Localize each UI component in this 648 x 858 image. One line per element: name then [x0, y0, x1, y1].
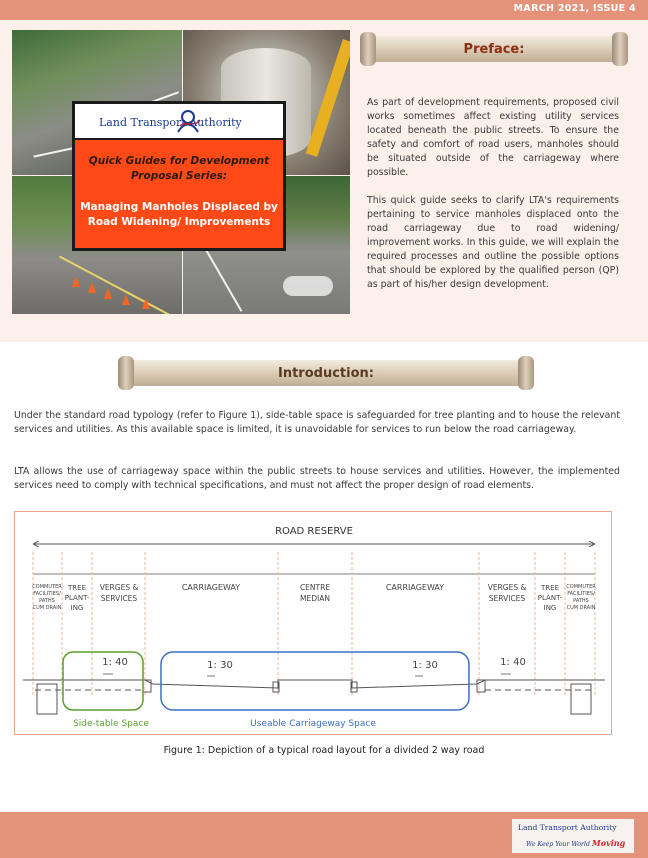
zone-verges-left: VERGES & SERVICES	[99, 583, 139, 603]
introduction-title: Introduction:	[278, 365, 374, 381]
zone-carriageway-left: CARRIAGEWAY	[181, 583, 241, 592]
slope-arrows	[103, 674, 511, 676]
road-layout-figure	[14, 511, 612, 735]
zone-verges-right: VERGES & SERVICES	[487, 583, 527, 603]
introduction-paragraph-1: Under the standard road typology (refer to Figure 1), side-table space is safeguarded for tree planting and to house the relevant services and utilities. As this available space is limited, it is unavoidable for services to run below the road carriageway.	[14, 410, 620, 435]
lta-logo	[75, 104, 283, 140]
slope-label-4: 1: 40	[500, 657, 526, 668]
issue-label: MARCH 2021, ISSUE 4	[513, 3, 636, 14]
slope-label-2: 1: 30	[207, 660, 233, 671]
zone-commuter-right: COMMUTER FACILITIES/ PATHS CUM DRAIN	[566, 584, 596, 611]
road-reserve-label: ROAD RESERVE	[275, 526, 353, 537]
road-cross-section-diagram	[15, 512, 613, 736]
guide-topic: Managing Manholes Displaced by Road Widening/ Improvements	[80, 201, 278, 228]
preface-paragraph-2: This quick guide seeks to clarify LTA's requirements pertaining to service manholes displaced onto the road carriageway due to road widening/ improvement works. In this guide, we will explain the required processes and outline the possible options that should be explored by the qualified person (QP) as part of his/her design development.	[367, 195, 619, 290]
preface-title: Preface:	[463, 41, 525, 57]
zone-tree-right: TREE PLANT-ING	[537, 584, 563, 612]
zone-commuter-left: COMMUTER FACILITIES/ PATHS CUM DRAIN	[32, 584, 62, 611]
header-band	[0, 0, 648, 20]
introduction-paragraph-2: LTA allows the use of carriageway space within the public streets to house services and utilities. However, the implemented services need to comply with technical specifications, and must not affect the proper design of road elements.	[14, 466, 620, 491]
cover-title-card	[72, 101, 286, 251]
slope-label-3: 1: 30	[412, 660, 438, 671]
carriageway-space-label: Useable Carriageway Space	[250, 719, 376, 729]
series-title: Quick Guides for Development Proposal Series:	[88, 155, 270, 182]
slope-label-1: 1: 40	[102, 657, 128, 668]
preface-paragraph-1: As part of development requirements, proposed civil works sometimes affect existing utility services located beneath the public streets. To ensure the safety and comfort of road users, manholes should be situated outside of the carriageway where possible.	[367, 97, 619, 178]
road-profile	[23, 680, 605, 714]
zone-carriageway-right: CARRIAGEWAY	[385, 583, 445, 592]
zone-tree-left: TREE PLANT-ING	[64, 584, 90, 612]
footer-lta-logo	[512, 819, 634, 853]
footer-authority-text: Land Transport Authority	[518, 823, 617, 832]
footer-tagline: We Keep Your World Moving	[526, 838, 626, 848]
side-table-space-label: Side-table Space	[73, 719, 149, 729]
introduction-banner	[118, 356, 534, 390]
preface-banner	[360, 32, 628, 66]
zone-centre-median: CENTRE MEDIAN	[299, 583, 331, 603]
figure-caption: Figure 1: Depiction of a typical road layout for a divided 2 way road	[163, 745, 485, 756]
lta-logo-text: Land Transport Authority	[99, 116, 242, 129]
